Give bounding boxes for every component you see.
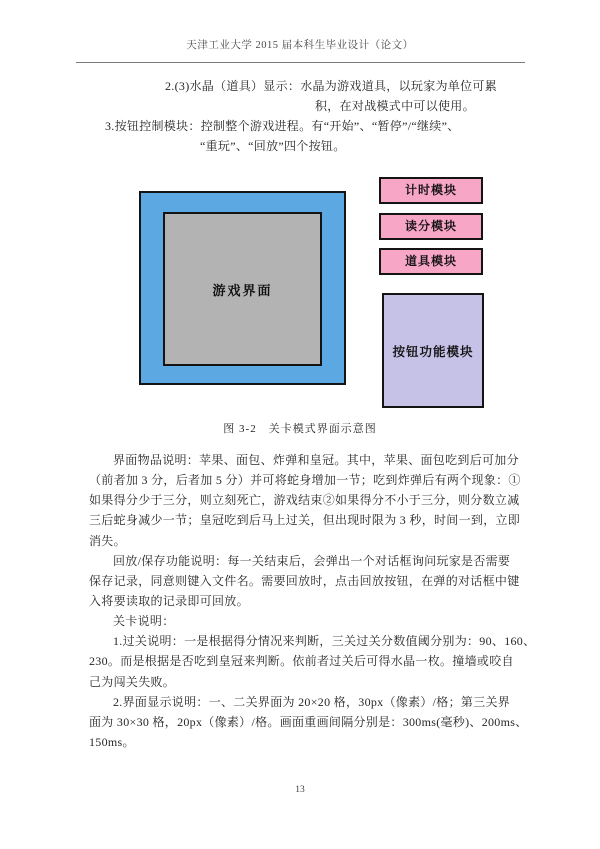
game-frame-box — [139, 191, 346, 385]
game-area-box — [163, 212, 322, 366]
body-paragraphs — [89, 450, 536, 752]
text-line: 界面物品说明：苹果、面包、炸弹和皇冠。其中，苹果、面包吃到后可加分 — [113, 453, 519, 467]
text-line: 150ms。 — [89, 734, 135, 749]
page-number: 13 — [295, 785, 305, 795]
text-line: 己为闯关失败。 — [89, 674, 176, 689]
button-module-box — [382, 293, 484, 408]
text-line: “重玩”、“回放”四个按钮。 — [200, 139, 346, 154]
text-line: 3.按钮控制模块：控制整个游戏进程。有“开始”、“暂停”/“继续”、 — [105, 119, 460, 134]
header-rule — [76, 62, 525, 63]
header-title: 天津工业大学 2015 届本科生毕业设计（论文） — [186, 40, 414, 51]
button-module-label: 按钮功能模块 — [392, 344, 474, 359]
text-line: 2.界面显示说明：一、二关界面为 20×20 格，30px（像素）/格；第三关界 — [113, 694, 511, 709]
text-line: 关卡说明： — [113, 614, 175, 629]
intro-paragraphs — [89, 76, 519, 157]
text-line: 消失。 — [89, 533, 126, 548]
text-line: 回放/保存功能说明：每一关结束后，会弹出一个对话框询问玩家是否需要 — [113, 553, 511, 568]
text-line: 保存记录，同意则键入文件名。需要回放时，点击回放按钮，在弹的对话框中键 — [89, 573, 520, 588]
side-module-box-1: 计时模块 — [379, 177, 483, 204]
text-line: 230。而是根据是否吃到皇冠来判断。依前者过关后可得水晶一枚。撞墙或咬自 — [89, 654, 514, 669]
side-module-box-3: 道具模块 — [379, 248, 483, 275]
text-line: 积，在对战模式中可以使用。 — [315, 99, 475, 114]
text-line: 如果得分少于三分，则立刻死亡，游戏结束②如果得分不小于三分，则分数立减 — [89, 493, 520, 508]
text-line: （前者加 3 分，后者加 5 分）并可将蛇身增加一节；吃到炸弹后有两个现象：① — [89, 473, 521, 488]
side-module-box-2: 读分模块 — [379, 213, 483, 240]
text-line: 入将要读取的记录即可回放。 — [89, 593, 249, 608]
text-line: 三后蛇身减少一节；皇冠吃到后马上过关，但出现时限为 3 秒，时间一到，立即 — [89, 513, 521, 528]
text-line: 2.(3)水晶（道具）显示：水晶为游戏道具，以玩家为单位可累 — [165, 79, 497, 93]
text-line: 1.过关说明：一是根据得分情况来判断，三关过关分数值阈分别为：90、160、 — [113, 634, 536, 649]
figure-caption: 图 3-2 关卡模式界面示意图 — [223, 423, 377, 435]
text-line: 面为 30×30 格，20px（像素）/格。画面重画间隔分别是：300ms(毫秒)、200ms、 — [89, 714, 528, 729]
game-area-label: 游戏界面 — [212, 282, 273, 298]
